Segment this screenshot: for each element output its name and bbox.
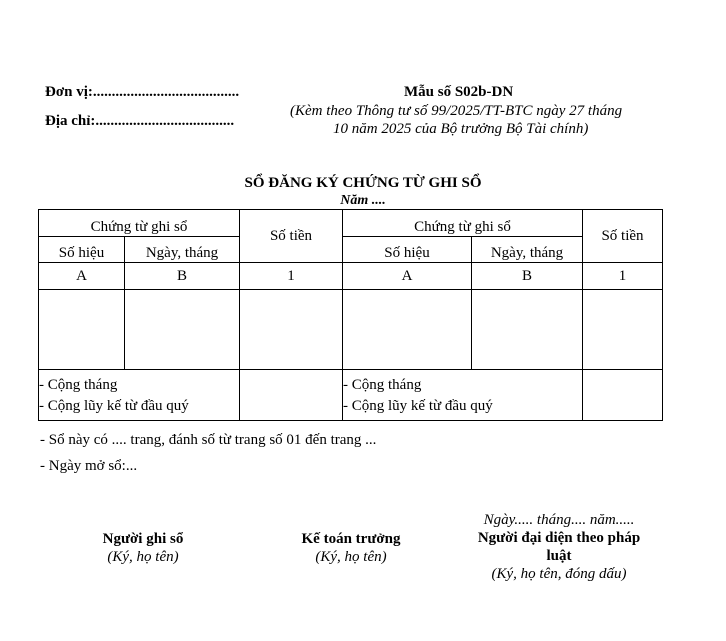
recorder-title: Người ghi sổ: [102, 531, 184, 547]
recorder-note: (Ký, họ tên): [107, 549, 179, 565]
code-1-left: 1: [240, 263, 343, 290]
column-code-row: [39, 263, 663, 290]
group-header-right: Chứng từ ghi sổ: [343, 210, 583, 237]
signature-chief-accountant: [287, 530, 415, 566]
entry-cell[interactable]: [125, 290, 240, 370]
data-entry-row: [39, 290, 663, 370]
table-header-row-2: [39, 237, 663, 263]
open-date-note: - Ngày mở sổ:...: [40, 458, 138, 474]
accountant-title: Kế toán trưởng: [301, 531, 401, 547]
number-header-left: Số hiệu: [39, 237, 125, 263]
totals-labels-right: [343, 370, 583, 421]
signature-date-line: Ngày..... tháng.... năm.....: [483, 512, 635, 528]
total-month-label: - Cộng tháng: [343, 377, 422, 393]
totals-labels-left: [39, 370, 240, 421]
unit-label: Đơn vị:.......................................: [45, 84, 240, 100]
signature-recorder: [93, 530, 193, 566]
rep-title-line-2: luật: [546, 548, 572, 564]
date-header-left: Ngày, tháng: [125, 237, 240, 263]
code-b-right: B: [472, 263, 583, 290]
code-1-right: 1: [583, 263, 663, 290]
accountant-note: (Ký, họ tên): [315, 549, 387, 565]
year-label: Năm ....: [340, 193, 386, 208]
rep-title-line-1: Người đại diện theo pháp: [477, 530, 641, 546]
date-header-right: Ngày, tháng: [472, 237, 583, 263]
entry-cell[interactable]: [472, 290, 583, 370]
totals-row: [39, 370, 663, 421]
ledger-table: [38, 209, 663, 421]
code-a-right: A: [343, 263, 472, 290]
form-reference-line-2: 10 năm 2025 của Bộ trưởng Bộ Tài chính): [333, 121, 589, 137]
rep-note: (Ký, họ tên, đóng dấu): [491, 566, 627, 582]
form-reference-line-1: (Kèm theo Thông tư số 99/2025/TT-BTC ngày 27 tháng: [290, 103, 623, 119]
totals-amount-left[interactable]: [240, 370, 343, 421]
entry-cell[interactable]: [343, 290, 472, 370]
form-code: Mẫu số S02b-DN: [404, 84, 514, 100]
totals-amount-right[interactable]: [583, 370, 663, 421]
entry-cell[interactable]: [583, 290, 663, 370]
total-month-label: - Cộng tháng: [39, 377, 118, 393]
total-cumulative-label: - Cộng lũy kế từ đầu quý: [343, 398, 493, 414]
code-b-left: B: [125, 263, 240, 290]
page-count-note: - Sổ này có .... trang, đánh số từ trang số 01 đến trang ...: [40, 432, 377, 448]
entry-cell[interactable]: [39, 290, 125, 370]
code-a-left: A: [39, 263, 125, 290]
group-header-left: Chứng từ ghi sổ: [39, 210, 240, 237]
table-header-row-1: [39, 210, 663, 237]
document-title: SỔ ĐĂNG KÝ CHỨNG TỪ GHI SỔ: [244, 175, 482, 191]
signature-legal-representative: [468, 511, 650, 583]
address-label: Địa chỉ:.....................................: [45, 113, 235, 129]
amount-header-left: Số tiền: [240, 210, 343, 263]
entry-cell[interactable]: [240, 290, 343, 370]
amount-header-right: Số tiền: [583, 210, 663, 263]
total-cumulative-label: - Cộng lũy kế từ đầu quý: [39, 398, 189, 414]
number-header-right: Số hiệu: [343, 237, 472, 263]
